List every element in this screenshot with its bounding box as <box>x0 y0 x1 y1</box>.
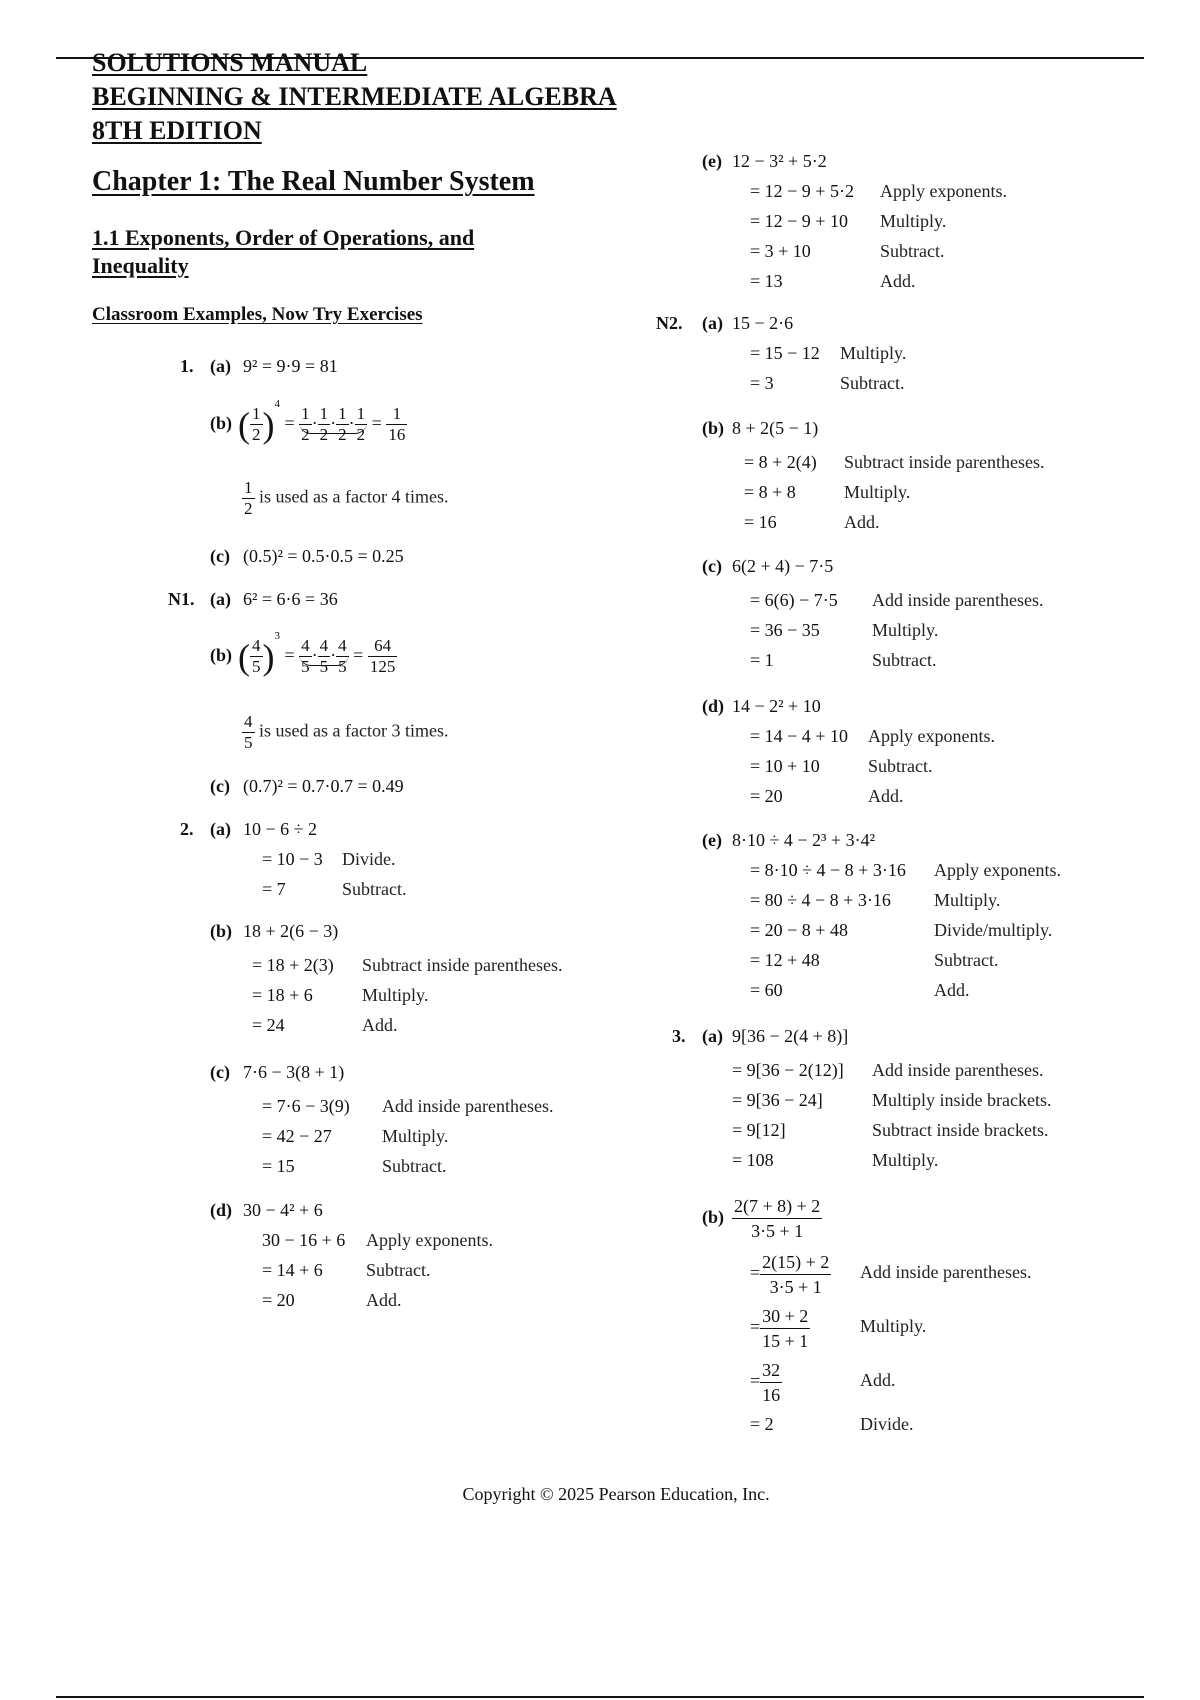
math-expression: 14 − 2² + 10 <box>732 696 821 716</box>
math-expression: = 8 + 2(4) <box>744 452 817 472</box>
step-note: Add. <box>868 786 904 806</box>
math-expression: 8 + 2(5 − 1) <box>732 418 819 438</box>
math-expression: = 12 + 48 <box>750 950 820 970</box>
math-expression: = 15 − 12 <box>750 343 820 363</box>
step-note: Apply exponents. <box>934 860 1061 880</box>
step-note: Add. <box>934 980 970 1000</box>
part-label: (e) <box>702 830 722 850</box>
math-expression: 18 + 2(6 − 3) <box>243 921 339 941</box>
math-expression: = 60 <box>750 980 783 1000</box>
step-note: Apply exponents. <box>868 726 995 746</box>
step-note: Subtract. <box>872 650 937 670</box>
step-note: Add. <box>860 1370 896 1390</box>
step-note: Multiply. <box>844 482 911 502</box>
math-expression: 9² = 9·9 = 81 <box>243 356 338 376</box>
step-note: Multiply. <box>860 1316 927 1336</box>
step-note: Multiply inside brackets. <box>872 1090 1052 1110</box>
math-expression: = 12 − 9 + 5·2 <box>750 181 854 201</box>
math-expression: ( $\frac{1}{2}$ )$^4$ = $\frac{1}{2}$ · $\frac{1}{2}$ · $\frac{1}{2}$ · $\frac{1}{2}$ = $\frac{1}{16}$ <box>238 398 406 445</box>
copyright-footer: Copyright © 2025 Pearson Education, Inc. <box>462 1484 770 1504</box>
part-label: (b) <box>702 1207 724 1227</box>
math-expression: = 18 + 2(3) <box>252 955 334 975</box>
part-label: (a) <box>210 819 231 839</box>
math-expression: = 20 <box>262 1290 295 1310</box>
step-note: Subtract. <box>934 950 999 970</box>
math-expression: 30 − 4² + 6 <box>243 1200 323 1220</box>
step-note: Subtract. <box>382 1156 447 1176</box>
part-label: (c) <box>210 776 230 796</box>
part-label: (d) <box>702 696 724 716</box>
step-note: Apply exponents. <box>880 181 1007 201</box>
math-expression: = 24 <box>252 1015 285 1035</box>
step-note: Add. <box>844 512 880 532</box>
math-expression: = $\frac{2(15) + 2}{3\cdot 5 + 1}$ <box>750 1252 830 1297</box>
math-expression: = 80 ÷ 4 − 8 + 3·16 <box>750 890 891 910</box>
step-note: Add inside parentheses. <box>860 1262 1032 1282</box>
math-expression: = 36 − 35 <box>750 620 820 640</box>
math-expression: = 42 − 27 <box>262 1126 332 1146</box>
step-note: Add. <box>366 1290 402 1310</box>
math-expression: 12 − 3² + 5·2 <box>732 151 827 171</box>
header-line-2: BEGINNING & INTERMEDIATE ALGEBRA <box>92 82 617 111</box>
math-expression: 10 − 6 ÷ 2 <box>243 819 318 839</box>
step-note: Subtract inside parentheses. <box>844 452 1045 472</box>
step-note: Subtract inside parentheses. <box>362 955 563 975</box>
part-label: (e) <box>702 151 722 171</box>
math-expression: = 108 <box>732 1150 774 1170</box>
part-label: (b) <box>702 418 724 438</box>
bottom-rule <box>56 1696 1144 1698</box>
step-note: Add inside parentheses. <box>872 1060 1044 1080</box>
math-expression: = $\frac{32}{16}$ <box>750 1360 781 1405</box>
step-note: Add. <box>362 1015 398 1035</box>
part-label: (b) <box>210 921 232 941</box>
step-note: is used as a factor 3 times. <box>259 720 449 741</box>
math-expression: = 8 + 8 <box>744 482 796 502</box>
math-expression: = 12 − 9 + 10 <box>750 211 848 231</box>
step-note: Multiply. <box>362 985 429 1005</box>
part-label: (a) <box>210 589 231 609</box>
math-expression: = 10 − 3 <box>262 849 323 869</box>
part-label: (a) <box>702 313 723 333</box>
math-expression: (0.5)² = 0.5·0.5 = 0.25 <box>243 546 404 566</box>
problem-number: 1. <box>180 356 194 376</box>
part-label: (c) <box>210 546 230 566</box>
math-expression: $\frac{4}{5}$ is used as a factor 3 times. <box>244 712 449 752</box>
step-note: Subtract. <box>880 241 945 261</box>
math-expression: = 14 + 6 <box>262 1260 323 1280</box>
problem-number: 3. <box>672 1026 686 1046</box>
step-note: Multiply. <box>934 890 1001 910</box>
section-title-line-2: Inequality <box>92 253 189 278</box>
math-expression: (0.7)² = 0.7·0.7 = 0.49 <box>243 776 404 796</box>
chapter-title: Chapter 1: The Real Number System <box>92 166 535 197</box>
math-expression: = 20 <box>750 786 783 806</box>
step-note: Subtract. <box>840 373 905 393</box>
math-expression: = 8·10 ÷ 4 − 8 + 3·16 <box>750 860 906 880</box>
math-expression: = 20 − 8 + 48 <box>750 920 848 940</box>
math-expression: 6² = 6·6 = 36 <box>243 589 338 609</box>
step-note: Multiply. <box>872 1150 939 1170</box>
math-expression: $\frac{2(7 + 8) + 2}{3\cdot 5 + 1}$ <box>734 1196 821 1241</box>
step-note: Multiply. <box>382 1126 449 1146</box>
step-note: is used as a factor 4 times. <box>259 486 449 507</box>
math-expression: = 18 + 6 <box>252 985 313 1005</box>
math-expression: = 7·6 − 3(9) <box>262 1096 350 1116</box>
math-expression: = 3 + 10 <box>750 241 811 261</box>
math-expression: = 15 <box>262 1156 295 1176</box>
step-note: Divide/multiply. <box>934 920 1053 940</box>
header-line-1: SOLUTIONS MANUAL <box>92 48 368 77</box>
part-label: (c) <box>702 556 722 576</box>
step-note: Add inside parentheses. <box>872 590 1044 610</box>
part-label: (a) <box>210 356 231 376</box>
step-note: Multiply. <box>880 211 947 231</box>
step-note: Add. <box>880 271 916 291</box>
math-expression: = 7 <box>262 879 286 899</box>
math-expression: = 10 + 10 <box>750 756 820 776</box>
math-expression: $\frac{1}{2}$ is used as a factor 4 times. <box>244 478 449 518</box>
problem-number: N2. <box>656 313 683 333</box>
math-expression: 6(2 + 4) − 7·5 <box>732 556 834 576</box>
math-expression: 30 − 16 + 6 <box>262 1230 346 1250</box>
header-line-3: 8TH EDITION <box>92 116 262 145</box>
step-note: Add inside parentheses. <box>382 1096 554 1116</box>
step-note: Divide. <box>860 1414 914 1434</box>
step-note: Subtract. <box>868 756 933 776</box>
problem-number: N1. <box>168 589 195 609</box>
section-title-line-1: 1.1 Exponents, Order of Operations, and <box>92 225 475 250</box>
math-expression: = $\frac{30 + 2}{15 + 1}$ <box>750 1306 809 1351</box>
step-note: Subtract inside brackets. <box>872 1120 1049 1140</box>
part-label: (b) <box>210 645 232 665</box>
math-expression: = 16 <box>744 512 777 532</box>
math-expression: = 9[12] <box>732 1120 786 1140</box>
math-expression: 15 − 2·6 <box>732 313 794 333</box>
math-expression: = 6(6) − 7·5 <box>750 590 838 610</box>
subsection-title: Classroom Examples, Now Try Exercises <box>92 304 423 325</box>
math-expression: = 1 <box>750 650 774 670</box>
step-note: Divide. <box>342 849 396 869</box>
part-label: (b) <box>210 413 232 433</box>
part-label: (a) <box>702 1026 723 1046</box>
math-expression: = 9[36 − 2(12)] <box>732 1060 844 1080</box>
math-expression: 8·10 ÷ 4 − 2³ + 3·4² <box>732 830 875 850</box>
problem-number: 2. <box>180 819 194 839</box>
step-note: Subtract. <box>342 879 407 899</box>
math-expression: = 14 − 4 + 10 <box>750 726 848 746</box>
math-expression: = 9[36 − 24] <box>732 1090 823 1110</box>
step-note: Multiply. <box>872 620 939 640</box>
math-expression: 9[36 − 2(4 + 8)] <box>732 1026 849 1046</box>
step-note: Apply exponents. <box>366 1230 493 1250</box>
math-expression: 7·6 − 3(8 + 1) <box>243 1062 345 1082</box>
math-expression: = 2 <box>750 1414 774 1434</box>
math-expression: = 3 <box>750 373 774 393</box>
part-label: (c) <box>210 1062 230 1082</box>
step-note: Multiply. <box>840 343 907 363</box>
step-note: Subtract. <box>366 1260 431 1280</box>
math-expression: ( $\frac{4}{5}$ )$^3$ = $\frac{4}{5}$ · $\frac{4}{5}$ · $\frac{4}{5}$ = $\frac{64}{125}$ <box>238 630 396 677</box>
part-label: (d) <box>210 1200 232 1220</box>
math-expression: = 13 <box>750 271 783 291</box>
